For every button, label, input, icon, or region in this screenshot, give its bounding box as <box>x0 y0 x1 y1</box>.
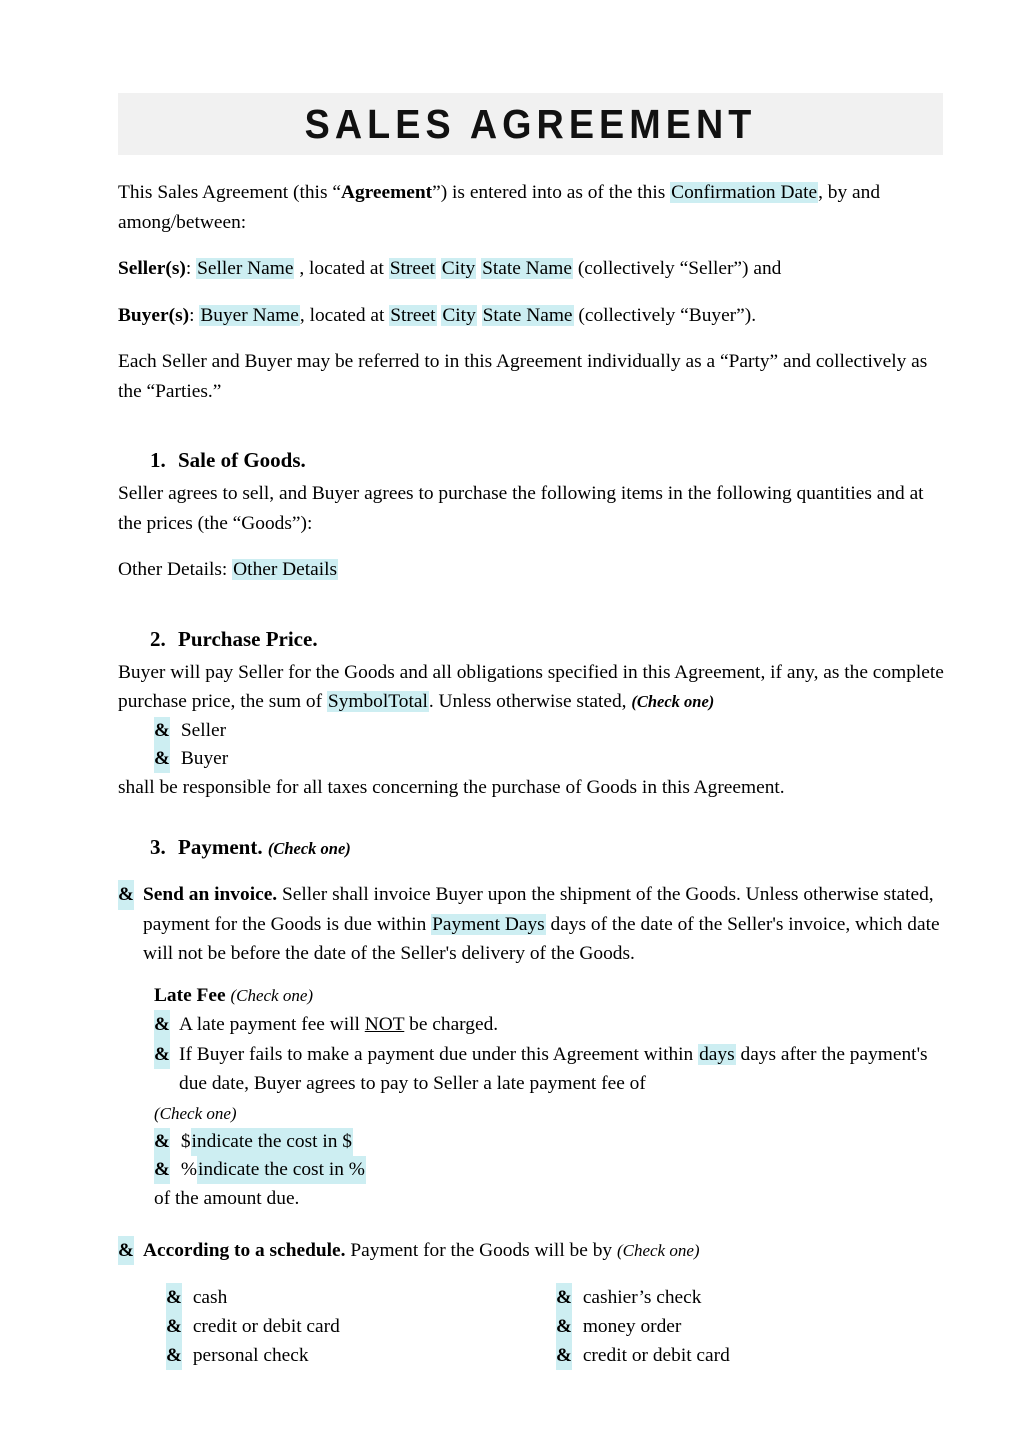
checkbox-label: credit or debit card <box>582 1345 730 1366</box>
late-fee-charged-text-part1: If Buyer fails to make a payment due under this Agreement within <box>179 1043 699 1065</box>
section-1-number: 1. <box>150 448 166 472</box>
seller-city-field[interactable]: City <box>441 258 476 279</box>
intro-text-part2: ”) is entered into as of the this <box>432 182 671 203</box>
checkbox-icon[interactable]: & <box>154 1156 170 1184</box>
late-fee-not-emphasis: NOT <box>364 1014 405 1035</box>
checkbox-icon[interactable]: & <box>154 1010 170 1040</box>
checkbox-option-seller[interactable] <box>154 717 946 745</box>
section-1-heading <box>118 445 946 475</box>
checkbox-label: Buyer <box>180 747 229 769</box>
section-2-text-part2: . Unless otherwise stated, <box>428 691 632 712</box>
buyer-name-field[interactable]: Buyer Name <box>200 304 299 326</box>
late-fee-check-one-note: (Check one) <box>230 985 314 1005</box>
payment-days-field[interactable]: Payment Days <box>432 913 545 935</box>
checkbox-label: cash <box>192 1287 228 1308</box>
schedule-label: According to a schedule. <box>143 1239 346 1261</box>
checkbox-icon[interactable]: & <box>154 1040 170 1070</box>
section-2-options <box>118 717 946 773</box>
payment-method-credit-or-debit-card-2[interactable] <box>556 1341 946 1370</box>
payment-methods-column-left <box>166 1283 556 1370</box>
checkbox-icon[interactable]: & <box>166 1312 182 1341</box>
spacer <box>118 802 946 832</box>
payment-method-money-order[interactable] <box>556 1312 946 1341</box>
document-body <box>118 178 946 1370</box>
buyer-state-field[interactable]: State Name <box>482 304 573 326</box>
section-2-title: Purchase Price. <box>178 626 318 651</box>
seller-state-field[interactable]: State Name <box>482 258 572 279</box>
document-title-band <box>118 93 943 155</box>
section-2-heading <box>118 624 946 654</box>
sep <box>477 305 482 326</box>
section-3-heading <box>118 832 946 864</box>
buyer-colon: : <box>189 304 200 326</box>
late-fee-block <box>118 981 946 1214</box>
section-2-body <box>118 658 946 717</box>
other-details-field[interactable]: Other Details <box>233 559 338 580</box>
late-fee-option-charged[interactable] <box>154 1040 946 1099</box>
checkbox-label: Seller <box>180 719 227 741</box>
late-fee-amount-option-percent[interactable] <box>154 1156 946 1184</box>
section-2-check-one-note: (Check one) <box>631 692 715 711</box>
checkbox-icon[interactable]: & <box>556 1283 572 1312</box>
payment-methods-column-right <box>556 1283 946 1370</box>
other-details-label: Other Details: <box>118 559 233 580</box>
late-fee-none-text-part1: A late payment fee will <box>179 1014 365 1035</box>
intro-text-part3: , by and among/between: <box>118 182 881 233</box>
late-fee-dollar-prefix: $ <box>180 1131 191 1152</box>
send-invoice-text-part2: days of the date of the Seller's invoice, which date will not be before the date of the Seller's delivery of the Goods. <box>143 913 940 964</box>
late-fee-label: Late Fee <box>154 984 226 1006</box>
schedule-text: Payment for the Goods will be by <box>345 1239 617 1261</box>
checkbox-label: credit or debit card <box>192 1316 340 1337</box>
spacer <box>118 423 946 445</box>
other-details-line <box>118 555 946 585</box>
late-fee-heading <box>154 981 946 1011</box>
late-fee-dollar-field[interactable]: indicate the cost in $ <box>191 1128 353 1156</box>
payment-option-send-invoice[interactable] <box>118 880 946 969</box>
late-fee-check-one-note-2: (Check one) <box>154 1103 237 1123</box>
buyer-located-text: , located at <box>299 304 390 326</box>
section-1-body: Seller agrees to sell, and Buyer agrees to purchase the following items in the following quantities and at the prices (the “Goods”): <box>118 483 924 534</box>
late-fee-charged-text-part2: days after the payment's due date, Buyer agrees to pay to Seller a late payment fee of <box>179 1043 928 1094</box>
late-fee-amount-option-dollar[interactable] <box>154 1128 946 1156</box>
checkbox-icon[interactable]: & <box>556 1312 572 1341</box>
checkbox-option-buyer[interactable] <box>154 745 946 773</box>
payment-methods-list <box>118 1283 946 1370</box>
checkbox-icon[interactable]: & <box>118 880 134 910</box>
buyer-street-field[interactable]: Street <box>390 304 436 326</box>
late-fee-none-text-part2: be charged. <box>404 1014 499 1035</box>
spacer <box>118 969 946 981</box>
checkbox-icon[interactable]: & <box>556 1341 572 1370</box>
seller-name-field[interactable]: Seller Name <box>197 258 294 279</box>
section-1-title: Sale of Goods. <box>178 448 306 472</box>
payment-method-credit-or-debit-card[interactable] <box>166 1312 556 1341</box>
buyer-city-field[interactable]: City <box>442 304 476 326</box>
spacer <box>118 602 946 624</box>
checkbox-label: cashier’s check <box>582 1287 702 1308</box>
agreement-term: Agreement <box>340 182 433 203</box>
seller-paragraph <box>118 254 946 284</box>
send-invoice-text-part1: Seller shall invoice Buyer upon the shipment of the Goods. Unless otherwise stated, payment for the Goods is due within <box>143 884 934 935</box>
intro-paragraph <box>118 178 946 237</box>
buyer-label: Buyer(s) <box>118 304 190 326</box>
spacer <box>118 1214 946 1236</box>
section-2-number: 2. <box>150 626 166 651</box>
payment-method-cashiers-check[interactable] <box>556 1283 946 1312</box>
checkbox-icon[interactable]: & <box>154 1128 170 1156</box>
checkbox-icon[interactable]: & <box>154 717 170 745</box>
seller-street-field[interactable]: Street <box>389 258 435 279</box>
section-3-number: 3. <box>150 835 166 859</box>
schedule-check-one-note: (Check one) <box>616 1240 700 1260</box>
parties-definition-paragraph: Each Seller and Buyer may be referred to in this Agreement individually as a “Party” and collectively as the “Parties.” <box>118 351 928 402</box>
section-3-check-one-note: (Check one) <box>267 839 351 858</box>
intro-text-part1: This Sales Agreement (this “ <box>118 182 341 203</box>
checkbox-icon[interactable]: & <box>166 1283 182 1312</box>
late-fee-closing: of the amount due. <box>154 1188 300 1209</box>
seller-label: Seller(s) <box>118 258 186 279</box>
checkbox-icon[interactable]: & <box>118 1236 134 1266</box>
checkbox-icon[interactable]: & <box>166 1341 182 1370</box>
checkbox-label: personal check <box>192 1345 309 1366</box>
payment-method-cash[interactable] <box>166 1283 556 1312</box>
seller-colon: : <box>185 258 197 279</box>
buyer-paragraph <box>118 301 946 331</box>
checkbox-icon[interactable]: & <box>154 745 170 773</box>
late-fee-percent-prefix: % <box>180 1159 197 1180</box>
seller-suffix-text: (collectively “Seller”) and <box>572 258 782 279</box>
buyer-suffix-text: (collectively “Buyer”). <box>573 304 757 326</box>
page-title: SALES AGREEMENT <box>304 100 757 147</box>
section-3-title: Payment. <box>178 835 263 859</box>
payment-method-personal-check[interactable] <box>166 1341 556 1370</box>
confirmation-date-field[interactable]: Confirmation Date <box>671 182 818 203</box>
send-invoice-label: Send an invoice. <box>143 884 278 905</box>
section-2-text-part1: Buyer will pay Seller for the Goods and all obligations specified in this Agreement, if any, as the complete purchase price, the sum of <box>118 661 944 712</box>
late-fee-option-none[interactable] <box>154 1010 946 1040</box>
checkbox-label: money order <box>582 1316 682 1337</box>
section-2-closing: shall be responsible for all taxes concerning the purchase of Goods in this Agreement. <box>118 776 785 798</box>
late-fee-percent-field[interactable]: indicate the cost in % <box>197 1156 366 1184</box>
symbol-total-field[interactable]: SymbolTotal <box>327 691 428 712</box>
seller-located-text: , located at <box>294 258 389 279</box>
spacer <box>118 868 946 880</box>
late-fee-days-field[interactable]: days <box>699 1043 735 1065</box>
payment-option-schedule[interactable] <box>118 1236 946 1266</box>
